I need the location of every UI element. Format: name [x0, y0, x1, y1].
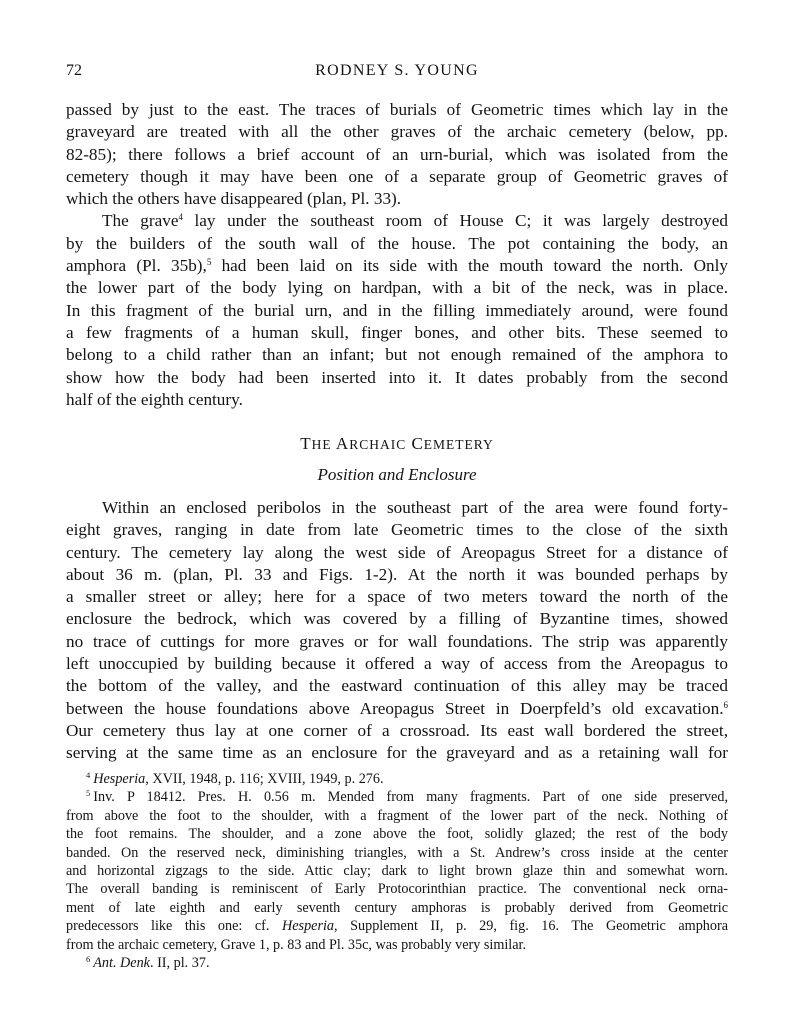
text-line: enclosure the bedrock, which was covered by a filling of Byzantine times, showed	[66, 609, 728, 629]
footnote-line: ment of late eighth and early seventh century amphoras is probably derived from Geometric	[66, 899, 728, 916]
running-head-author: RODNEY S. YOUNG	[315, 62, 479, 79]
footnote-line: $^5$ Inv. P 18412. Pres. H. 0.56 m. Mended from many fragments. Part of one side preserved,	[86, 788, 728, 806]
text-line: amphora (Pl. 35b),$^5$ had been laid on its side with the mouth toward the north. Only	[66, 256, 728, 276]
text-line: between the house foundations above Areopagus Street in Doerpfeld’s old excavation.$^6$	[66, 698, 728, 718]
text-line: a smaller street or alley; here for a space of two meters toward the north of the	[66, 587, 728, 607]
text-line: Our cemetery thus lay at one corner of a crossroad. Its east wall bordered the street,	[66, 720, 728, 740]
footnote-ref-5[interactable]: 5	[206, 257, 212, 268]
text-line: which the others have disappeared (plan, Pl. 33).	[66, 189, 402, 209]
footnote-line: from above the foot to the shoulder, with a fragment of the lower part of the neck. Nothing of	[66, 807, 728, 824]
text-line: In this fragment of the burial urn, and in the filling immediately around, were found	[66, 300, 728, 320]
footnote-line: and horizontal zigzags to the side. Attic clay; dark to light brown glaze thin and somewhat worn.	[66, 862, 728, 879]
running-head	[66, 62, 728, 86]
text-line: serving at the same time as an enclosure for the graveyard and as a retaining wall for	[66, 743, 728, 763]
footnote-line: banded. On the reserved neck, diminishing triangles, with a St. Andrew’s cross inside at the center	[66, 844, 728, 861]
text-line: about 36 m. (plan, Pl. 33 and Figs. 1-2). At the north it was bounded perhaps by	[66, 564, 728, 584]
text-line: graveyard are treated with all the other graves of the archaic cemetery (below, pp.	[66, 122, 728, 142]
page-number: 72	[66, 62, 82, 79]
text-line: The grave$^4$ lay under the southeast room of House C; it was largely destroyed	[102, 211, 729, 231]
text-line: the bottom of the valley, and the eastward continuation of this alley may be traced	[66, 676, 728, 696]
text-line: Within an enclosed peribolos in the southeast part of the area were found forty-	[102, 498, 728, 517]
footnote-line: $^6$ Ant. Denk. II, pl. 37.	[86, 953, 210, 971]
text-line: left unoccupied by building because it offered a way of access from the Areopagus to	[66, 654, 728, 674]
text-line: half of the eighth century.	[66, 389, 243, 409]
section-subheading: Position and Enclosure	[317, 465, 477, 484]
text-line: show how the body had been inserted into it. It dates probably from the second	[66, 367, 728, 387]
footnote-ref-6[interactable]: 6	[723, 699, 728, 710]
text-line: eight graves, ranging in date from late Geometric times to the close of the sixth	[66, 520, 728, 540]
footnote-line: The overall banding is reminiscent of Early Protocorinthian practice. The conventional neck orna-	[66, 881, 728, 898]
text-line: no trace of cuttings for more graves or for wall foundations. The strip was apparently	[66, 631, 728, 651]
footnote-4	[66, 770, 728, 788]
paragraph-1	[66, 99, 728, 210]
text-line: passed by just to the east. The traces of burials of Geometric times which lay in the	[66, 100, 728, 119]
text-line: 82-85); there follows a brief account of an urn-burial, which was isolated from the	[66, 144, 728, 164]
footnote-line: $^4$ Hesperia, XVII, 1948, p. 116; XVIII, 1949, p. 276.	[86, 770, 384, 787]
footnote-6	[66, 954, 728, 972]
footnote-line: the foot remains. The shoulder, and a zone above the foot, solidly glazed; the rest of the body	[66, 826, 728, 843]
text-line: the lower part of the body lying on hardpan, with a bit of the neck, was in place.	[66, 278, 728, 298]
paragraph-3	[66, 497, 728, 765]
footnote-5	[66, 788, 728, 954]
paragraph-2	[66, 210, 728, 411]
text-line: cemetery though it may have been one of a separate group of Geometric graves of	[66, 166, 728, 186]
text-line: belong to a child rather than an infant; but not enough remained of the amphora to	[66, 345, 728, 365]
footnote-line: from the archaic cemetery, Grave 1, p. 83 and Pl. 35c, was probably very similar.	[66, 936, 527, 953]
text-line: a few fragments of a human skull, finger bones, and other bits. These seemed to	[66, 322, 728, 342]
footnote-line: predecessors like this one: cf. Hesperia, Supplement II, p. 29, fig. 16. The Geometric amphora	[66, 918, 728, 935]
footnotes	[66, 770, 728, 972]
section-heading: THE ARCHAIC CEMETERY	[300, 434, 494, 453]
text-line: century. The cemetery lay along the west side of Areopagus Street for a distance of	[66, 542, 728, 562]
text-line: by the builders of the south wall of the house. The pot containing the body, an	[66, 233, 728, 253]
body-text	[66, 99, 728, 411]
footnote-ref-4[interactable]: 4	[178, 212, 183, 223]
